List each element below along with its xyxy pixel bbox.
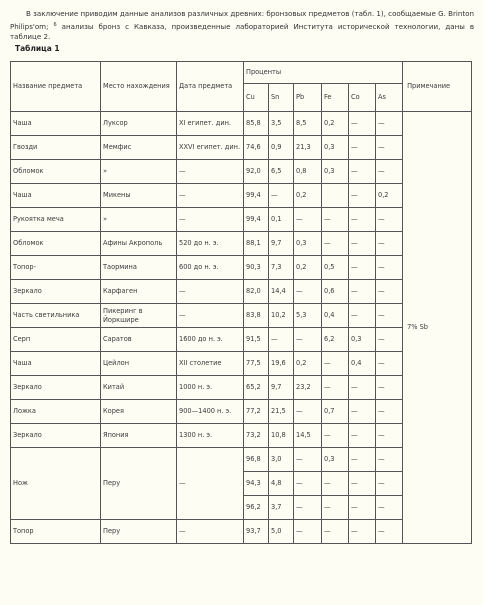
cell-value: — [376,304,403,328]
cell-place: Китай [101,376,177,400]
cell-value: — [294,280,322,304]
cell-value: — [349,112,376,136]
cell-place: Япония [101,424,177,448]
cell-value: — [376,208,403,232]
cell-name: Топор- [11,256,101,280]
cell-value: 14,4 [269,280,294,304]
cell-value: 94,3 [244,472,269,496]
cell-value: 0,4 [349,352,376,376]
cell-value: 21,5 [269,400,294,424]
cell-value: — [349,520,376,544]
cell-value: — [376,472,403,496]
cell-value: 0,2 [376,184,403,208]
cell-value: — [294,472,322,496]
cell-value: — [322,376,349,400]
cell-name: Чаша [11,184,101,208]
cell-value: 77,2 [244,400,269,424]
cell-name: Зеркало [11,424,101,448]
cell-value: 4,8 [269,472,294,496]
table-row [11,520,472,544]
cell-date: 1300 н. э. [177,424,244,448]
cell-value: — [294,328,322,352]
cell-date: 900—1400 н. э. [177,400,244,424]
cell-value: 0,9 [269,136,294,160]
cell-value: 0,8 [294,160,322,184]
cell-name: Рукоятка меча [11,208,101,232]
cell-place: Мемфис [101,136,177,160]
cell-value: 0,2 [294,352,322,376]
cell-value: — [376,376,403,400]
cell-value: — [349,184,376,208]
bronze-analysis-table [10,61,472,544]
cell-name: Ложка [11,400,101,424]
cell-name: Топор [11,520,101,544]
header-percent: Проценты [244,62,403,84]
cell-date: — [177,520,244,544]
cell-value: 5,0 [269,520,294,544]
cell-value: 9,7 [269,232,294,256]
intro-paragraph [10,9,474,43]
cell-place: Луксор [101,112,177,136]
cell-place: Пикеринг в Йоркшире [101,304,177,328]
intro-text-after: анализы бронз с Кавказа, произведенные лабораторией Института исторической технологии, даны в таблице 2. [10,21,474,42]
cell-value: — [349,400,376,424]
cell-value: — [376,424,403,448]
header-element: As [376,84,403,112]
cell-place: Афины Акрополь [101,232,177,256]
table-row [11,208,472,232]
cell-date: 600 до н. э. [177,256,244,280]
cell-place: Перу [101,520,177,544]
cell-value: — [322,472,349,496]
cell-value: — [349,496,376,520]
cell-value: 77,5 [244,352,269,376]
cell-value: 0,5 [322,256,349,280]
cell-value: — [322,520,349,544]
cell-value: 0,3 [349,328,376,352]
cell-value: — [376,400,403,424]
cell-value: 96,2 [244,496,269,520]
cell-date: XII столетие [177,352,244,376]
table-row [11,448,472,472]
table-row [11,328,472,352]
cell-value: — [376,352,403,376]
table-row [11,184,472,208]
cell-value: 0,3 [322,136,349,160]
cell-value: 0,2 [294,184,322,208]
cell-value: — [269,328,294,352]
cell-value: — [322,496,349,520]
cell-place: » [101,208,177,232]
cell-place: Перу [101,448,177,520]
cell-value: — [376,448,403,472]
cell-date: — [177,160,244,184]
cell-value: 7,3 [269,256,294,280]
cell-value: 0,3 [322,160,349,184]
cell-date: 1600 до н. э. [177,328,244,352]
cell-value: 0,6 [322,280,349,304]
table-row [11,304,472,328]
cell-value: — [376,256,403,280]
intro-text-before: В заключение приводим данные анализов различных древних: бронзовых предметов (табл. 1), сообщаемые G. Brinton Philips'om; [10,9,474,31]
cell-value: 23,2 [294,376,322,400]
table-row [11,232,472,256]
cell-value: 21,3 [294,136,322,160]
cell-value: — [376,232,403,256]
cell-date: — [177,184,244,208]
header-element: Fe [322,84,349,112]
cell-value: — [349,136,376,160]
cell-place: Микены [101,184,177,208]
cell-value: — [376,136,403,160]
cell-value: — [349,160,376,184]
cell-value: 0,3 [294,232,322,256]
cell-value: 90,3 [244,256,269,280]
cell-place: Таормина [101,256,177,280]
cell-date: 520 до н. э. [177,232,244,256]
header-element: Pb [294,84,322,112]
cell-name: Чаша [11,112,101,136]
cell-value: 82,0 [244,280,269,304]
table-caption: Таблица 1 [15,44,60,53]
cell-value: 92,0 [244,160,269,184]
cell-value: — [269,184,294,208]
cell-value: — [322,208,349,232]
cell-value: 0,3 [322,448,349,472]
table-row [11,280,472,304]
cell-value: — [349,232,376,256]
header-note: Примечание [403,62,472,112]
cell-value: 3,0 [269,448,294,472]
cell-name: Обломок [11,160,101,184]
cell-value: — [376,280,403,304]
cell-place: Цейлон [101,352,177,376]
cell-value: — [349,304,376,328]
cell-value: 65,2 [244,376,269,400]
cell-name: Зеркало [11,376,101,400]
table-row [11,160,472,184]
table-row [11,400,472,424]
cell-value: — [322,352,349,376]
cell-note: 7% Sb [403,112,472,544]
cell-value [322,184,349,208]
header-place: Место нахождения [101,62,177,112]
header-element: Co [349,84,376,112]
cell-value: 0,2 [322,112,349,136]
cell-value: 99,4 [244,208,269,232]
cell-value: 0,4 [322,304,349,328]
cell-value: — [349,208,376,232]
cell-value: — [322,424,349,448]
cell-value: — [349,280,376,304]
cell-value: 3,5 [269,112,294,136]
table-row [11,352,472,376]
cell-value: — [294,520,322,544]
cell-value: 73,2 [244,424,269,448]
table-row [11,112,472,136]
cell-date: XXVI египет. дин. [177,136,244,160]
cell-place: Карфаген [101,280,177,304]
cell-value: 74,6 [244,136,269,160]
cell-value: — [294,448,322,472]
header-name: Название предмета [11,62,101,112]
cell-value: — [349,424,376,448]
cell-value: 0,2 [294,256,322,280]
cell-value: — [294,208,322,232]
cell-value: — [349,448,376,472]
cell-value: 85,8 [244,112,269,136]
cell-value: 8,5 [294,112,322,136]
cell-value: 96,8 [244,448,269,472]
cell-value: — [294,496,322,520]
cell-name: Серп [11,328,101,352]
cell-value: 3,7 [269,496,294,520]
cell-value: — [294,400,322,424]
cell-value: — [349,256,376,280]
cell-name: Обломок [11,232,101,256]
cell-value: 14,5 [294,424,322,448]
cell-value: — [349,472,376,496]
cell-place: » [101,160,177,184]
cell-value: 9,7 [269,376,294,400]
cell-value: 88,1 [244,232,269,256]
cell-value: 6,2 [322,328,349,352]
cell-value: 91,5 [244,328,269,352]
header-element: Sn [269,84,294,112]
cell-value: 0,7 [322,400,349,424]
cell-value: — [376,496,403,520]
cell-value: — [376,160,403,184]
cell-value: — [376,520,403,544]
cell-value: 10,8 [269,424,294,448]
cell-date: — [177,208,244,232]
cell-name: Часть светильника [11,304,101,328]
cell-place: Корея [101,400,177,424]
cell-name: Зеркало [11,280,101,304]
cell-value: 10,2 [269,304,294,328]
table-row [11,256,472,280]
cell-value: 0,1 [269,208,294,232]
cell-place: Саратов [101,328,177,352]
cell-date: — [177,280,244,304]
cell-value: 93,7 [244,520,269,544]
cell-date: XI египет. дин. [177,112,244,136]
cell-value: 5,3 [294,304,322,328]
header-element: Cu [244,84,269,112]
cell-value: 83,8 [244,304,269,328]
footnote-mark[interactable]: 6 [53,21,57,28]
cell-value: 6,5 [269,160,294,184]
cell-value: 99,4 [244,184,269,208]
cell-value: — [376,112,403,136]
cell-date: — [177,448,244,520]
cell-value: — [349,376,376,400]
header-date: Дата предмета [177,62,244,112]
table-row [11,136,472,160]
cell-value: 19,6 [269,352,294,376]
cell-value: — [376,328,403,352]
cell-date: 1000 н. э. [177,376,244,400]
cell-date: — [177,304,244,328]
cell-value: — [322,232,349,256]
cell-name: Гвозди [11,136,101,160]
cell-name: Чаша [11,352,101,376]
cell-name: Нож [11,448,101,520]
table-row [11,424,472,448]
table-row [11,376,472,400]
